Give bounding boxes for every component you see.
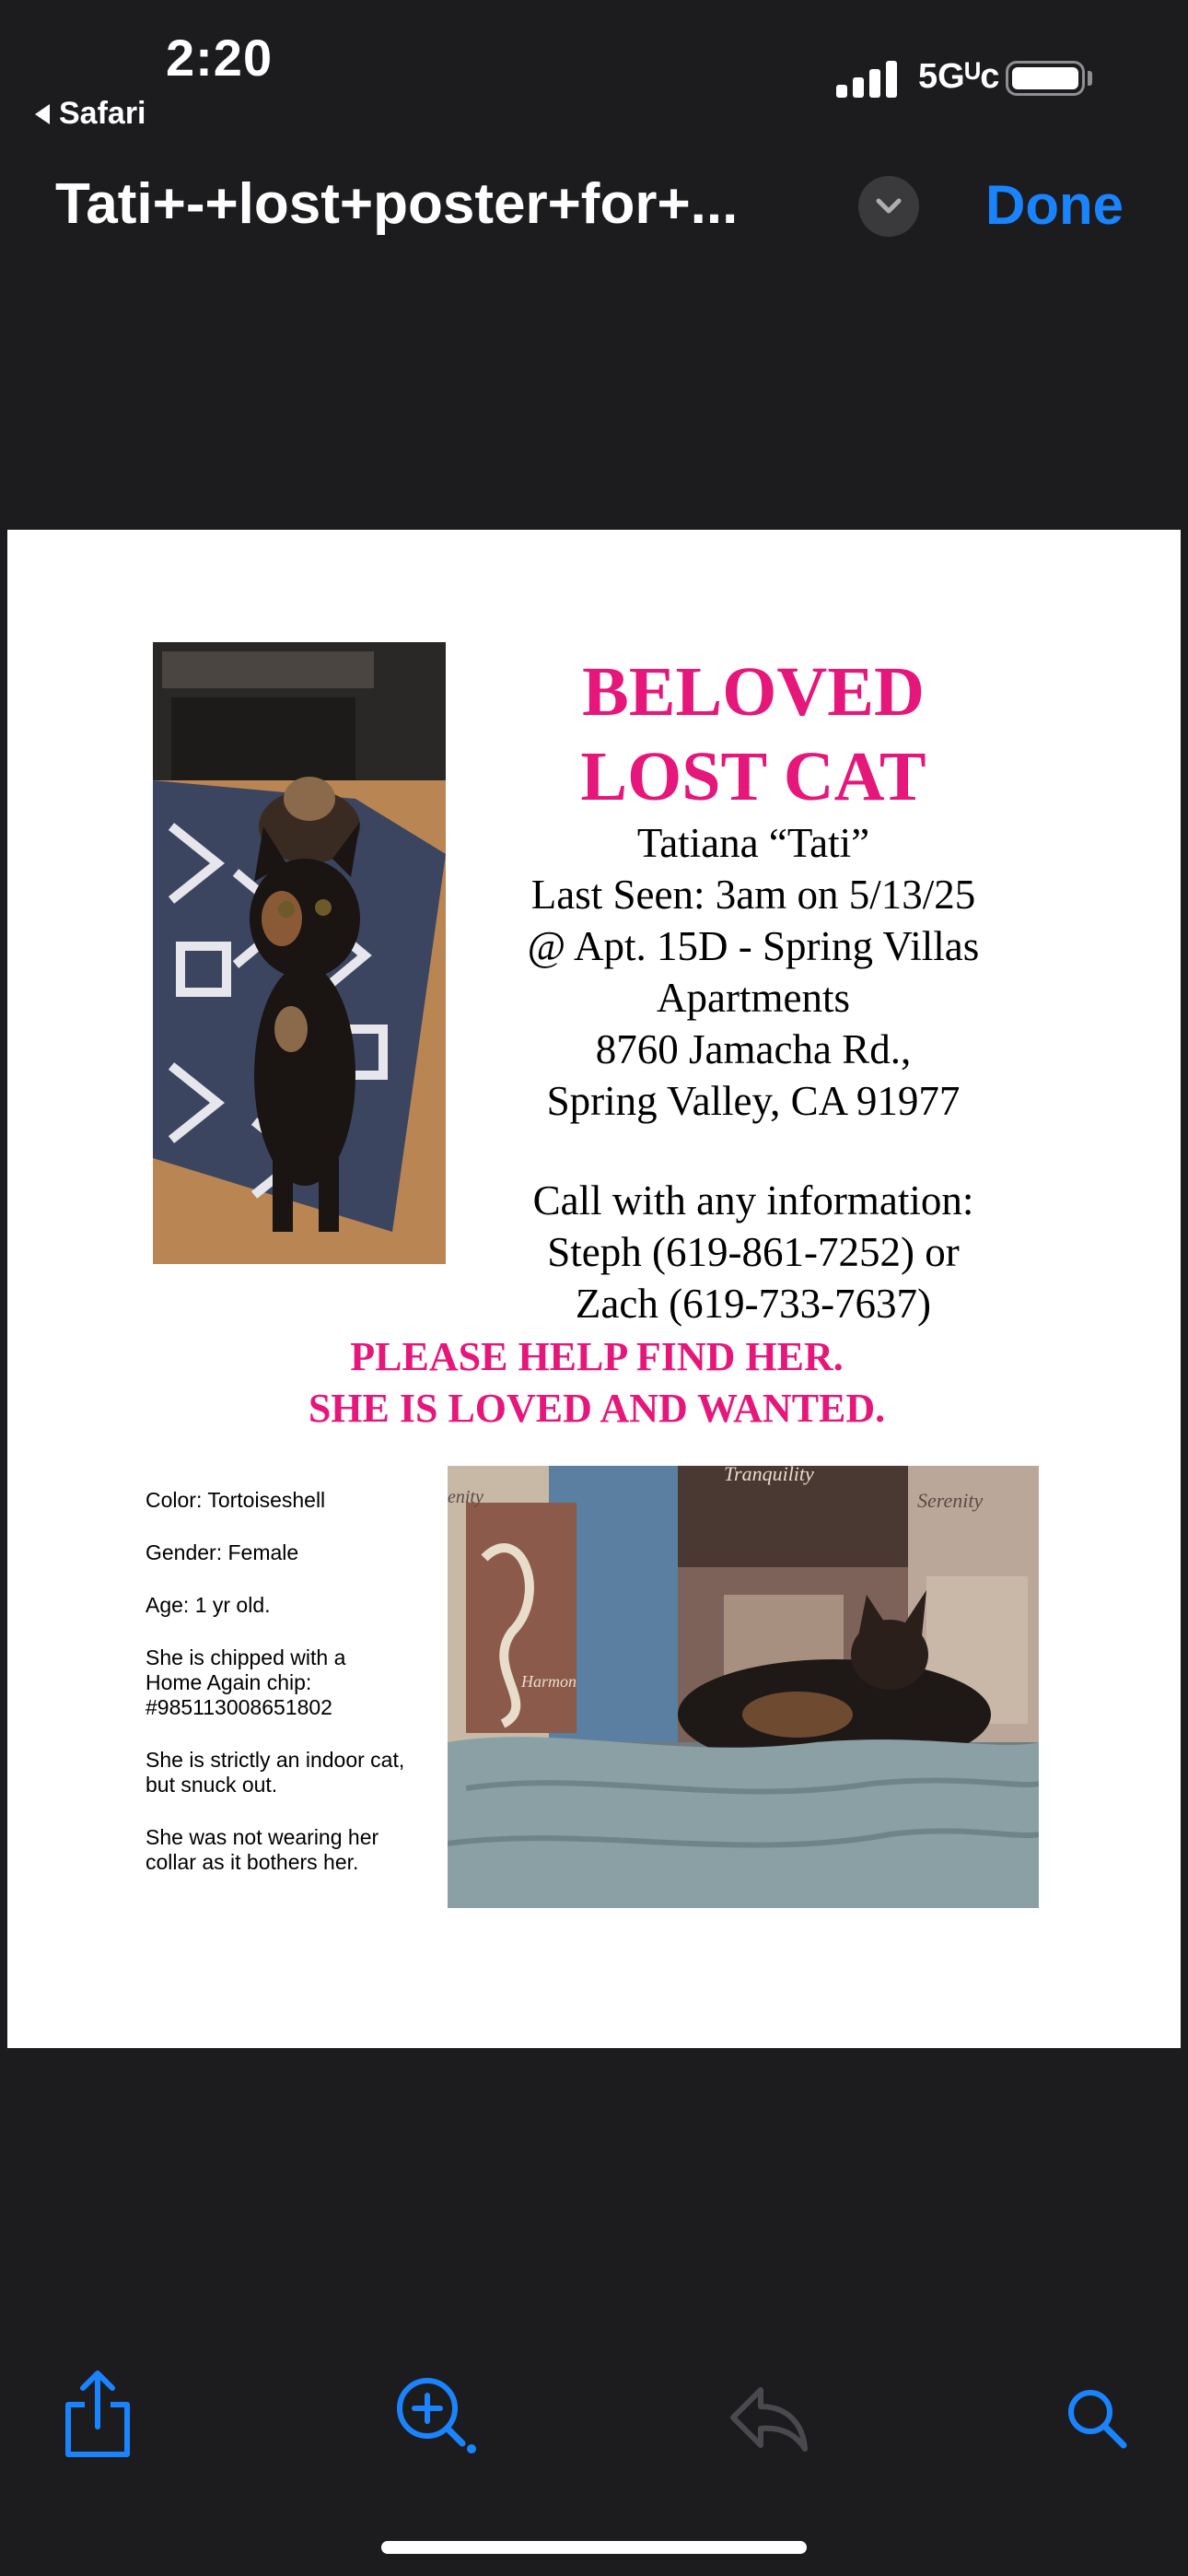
detail-chip-1: She is chipped with a: [146, 1645, 346, 1669]
battery-nub: [1088, 71, 1092, 86]
last-seen: Last Seen: 3am on 5/13/25: [530, 872, 976, 918]
search-icon: [1065, 2386, 1129, 2451]
cat-photo-standing: [153, 642, 446, 1264]
document-title[interactable]: Tati+-+lost+poster+for+...: [55, 172, 739, 236]
poster-headline: [514, 650, 993, 819]
battery-icon: [1006, 61, 1085, 96]
title-menu-button[interactable]: [858, 176, 919, 237]
contact-zach: Zach (619-733-7637): [575, 1281, 932, 1327]
detail-collar-2: collar as it bothers her.: [146, 1850, 359, 1874]
contact-steph: Steph (619-861-7252) or: [547, 1229, 960, 1275]
detail-color: Color: Tortoiseshell: [146, 1488, 326, 1512]
home-indicator[interactable]: [381, 2541, 807, 2554]
detail-indoor-2: but snuck out.: [146, 1773, 278, 1797]
back-app-label: Safari: [59, 96, 146, 131]
back-to-app-link[interactable]: [35, 96, 146, 132]
address-line-2: Spring Valley, CA 91977: [546, 1078, 961, 1124]
plea-text: [136, 1331, 1057, 1434]
location-line-2: Apartments: [657, 975, 850, 1021]
chevron-down-icon: [875, 197, 903, 216]
cat-details: [146, 1488, 449, 1875]
pillow-text-serenity: Serenity: [917, 1489, 984, 1512]
status-time: 2:20: [166, 29, 274, 87]
location-line-1: @ Apt. 15D - Spring Villas: [527, 923, 980, 969]
share-button[interactable]: [61, 2368, 134, 2465]
done-button[interactable]: Done: [985, 174, 1124, 236]
address-line-1: 8760 Jamacha Rd.,: [595, 1026, 912, 1072]
detail-collar-1: She was not wearing her: [146, 1825, 379, 1849]
cat-photo-lying: [448, 1466, 1039, 1908]
cat-name: Tatiana “Tati”: [636, 820, 870, 866]
pillow-text-tranquility: Tranquility: [724, 1466, 814, 1485]
detail-age: Age: 1 yr old.: [146, 1593, 271, 1617]
headline-line-2: LOST CAT: [580, 738, 926, 815]
reply-button: [728, 2383, 810, 2461]
search-button[interactable]: [1065, 2386, 1129, 2455]
reply-icon: [728, 2383, 810, 2456]
share-icon: [61, 2368, 134, 2460]
headline-line-1: BELOVED: [582, 653, 925, 731]
markup-button[interactable]: [390, 2371, 483, 2459]
contact-info: [468, 1175, 1039, 1329]
back-triangle-icon: [35, 104, 50, 124]
plea-line-2: SHE IS LOVED AND WANTED.: [308, 1386, 886, 1431]
network-type: 5Gᵁc: [918, 57, 1000, 96]
pillow-text-harmony: Harmon: [521, 1672, 577, 1691]
document-page: [7, 530, 1181, 2048]
cellular-signal-icon: [836, 57, 897, 98]
detail-gender: Gender: Female: [146, 1540, 299, 1564]
detail-chip-2: Home Again chip:: [146, 1670, 312, 1694]
poster-info: [468, 817, 1039, 1127]
detail-indoor-1: She is strictly an indoor cat,: [146, 1748, 405, 1772]
markup-icon: [390, 2371, 483, 2454]
plea-line-1: PLEASE HELP FIND HER.: [350, 1334, 844, 1379]
pillow-text-serenity-partial: enity: [448, 1487, 483, 1507]
detail-chip-3: #985113008651802: [146, 1695, 332, 1719]
call-line: Call with any information:: [532, 1177, 974, 1224]
